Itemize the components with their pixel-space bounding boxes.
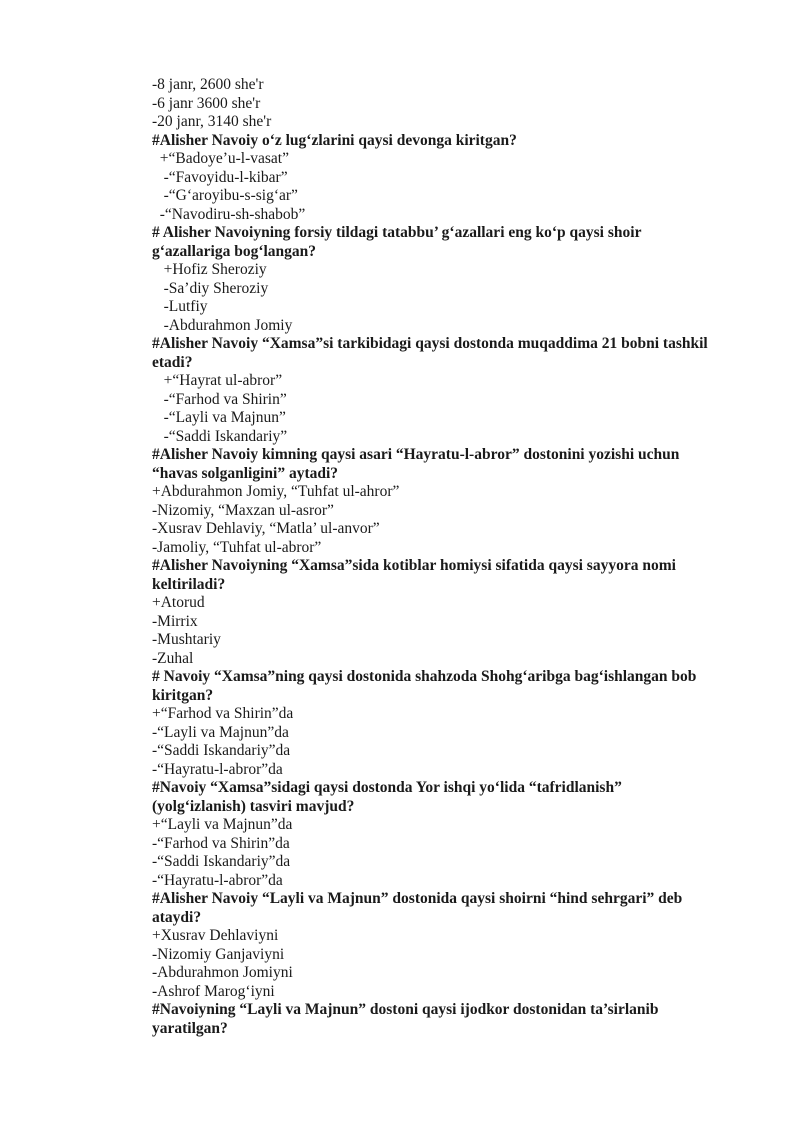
answer-option: -Ashrof Marog‘iyni: [152, 982, 275, 1000]
answer-option: -“Navodiru-sh-shabob”: [152, 205, 306, 223]
question-text: #Navoiy “Xamsa”sidagi qaysi dostonda Yor ishqi yo‘lida “tafridlanish” (yolg‘izlanish) tasviri mavjud?: [152, 779, 622, 815]
answer-option: -Mushtariy: [152, 631, 221, 648]
answer-option: -“Farhod va Shirin”da: [152, 834, 290, 852]
answer-option: -20 janr, 3140 she'r: [152, 113, 272, 130]
answer-option: -“Saddi Iskandariy”da: [152, 742, 291, 759]
answer-option: -“Saddi Iskandariy”da: [152, 853, 291, 870]
answer-option: -“G‘aroyibu-s-sig‘ar”: [152, 187, 298, 204]
answer-option: -“Layli va Majnun”: [152, 409, 286, 426]
question-text: #Navoiyning “Layli va Majnun” dostoni qaysi ijodkor dostonidan ta’sirlanib yaratilgan?: [152, 1001, 659, 1037]
answer-option: +“Badoye’u-l-vasat”: [152, 150, 289, 167]
answer-option: +“Farhod va Shirin”da: [152, 705, 294, 722]
answer-option: -Mirrix: [152, 612, 198, 630]
question-text: # Navoiy “Xamsa”ning qaysi dostonida shahzoda Shohg‘aribga bag‘ishlangan bob kiritgan?: [152, 668, 697, 704]
answer-option: +Atorud: [152, 594, 205, 611]
answer-option: +Hofiz Sheroziy: [152, 261, 267, 278]
question-text: #Alisher Navoiy “Layli va Majnun” dostonida qaysi shoirni “hind sehrgari” deb ataydi?: [152, 890, 683, 926]
answer-option: -“Layli va Majnun”da: [152, 723, 289, 741]
answer-option: -6 janr 3600 she'r: [152, 94, 261, 112]
question-text: #Alisher Navoiy kimning qaysi asari “Hayratu-l-abror” dostonini yozishi uchun “havas solganligini” aytadi?: [152, 446, 680, 482]
answer-option: +“Hayrat ul-abror”: [152, 372, 283, 389]
answer-option: -Xusrav Dehlaviy, “Matla’ ul-anvor”: [152, 520, 380, 537]
answer-option: -Nizomiy, “Maxzan ul-asror”: [152, 501, 334, 519]
question-text: # Alisher Navoiyning forsiy tildagi tatabbu’ g‘azallari eng ko‘p qaysi shoir g‘azallariga bog‘langan?: [152, 224, 642, 260]
answer-option: +“Layli va Majnun”da: [152, 816, 293, 833]
answer-option: +Xusrav Dehlaviyni: [152, 927, 279, 944]
answer-option: -“Saddi Iskandariy”: [152, 427, 288, 445]
answer-option: -“Hayratu-l-abror”da: [152, 871, 283, 889]
answer-option: -“Farhod va Shirin”: [152, 390, 287, 408]
answer-option: -“Hayratu-l-abror”da: [152, 760, 283, 778]
answer-option: -Sa’diy Sheroziy: [152, 279, 269, 297]
answer-option: -8 janr, 2600 she'r: [152, 76, 264, 93]
answer-option: -Jamoliy, “Tuhfat ul-abror”: [152, 538, 322, 556]
answer-option: -Zuhal: [152, 649, 194, 667]
answer-option: -Abdurahmon Jomiy: [152, 316, 293, 334]
answer-option: -“Favoyidu-l-kibar”: [152, 168, 288, 186]
document-body: [152, 76, 752, 1038]
answer-option: -Abdurahmon Jomiyni: [152, 964, 293, 981]
answer-option: -Lutfiy: [152, 298, 208, 315]
question-text: #Alisher Navoiy o‘z lug‘zlarini qaysi devonga kiritgan?: [152, 131, 517, 149]
answer-option: +Abdurahmon Jomiy, “Tuhfat ul-ahror”: [152, 483, 400, 500]
question-text: #Alisher Navoiy “Xamsa”si tarkibidagi qaysi dostonda muqaddima 21 bobni tashkil etadi?: [152, 335, 708, 371]
answer-option: -Nizomiy Ganjaviyni: [152, 945, 285, 963]
question-text: #Alisher Navoiyning “Xamsa”sida kotiblar homiysi sifatida qaysi sayyora nomi keltiriladi?: [152, 557, 676, 593]
